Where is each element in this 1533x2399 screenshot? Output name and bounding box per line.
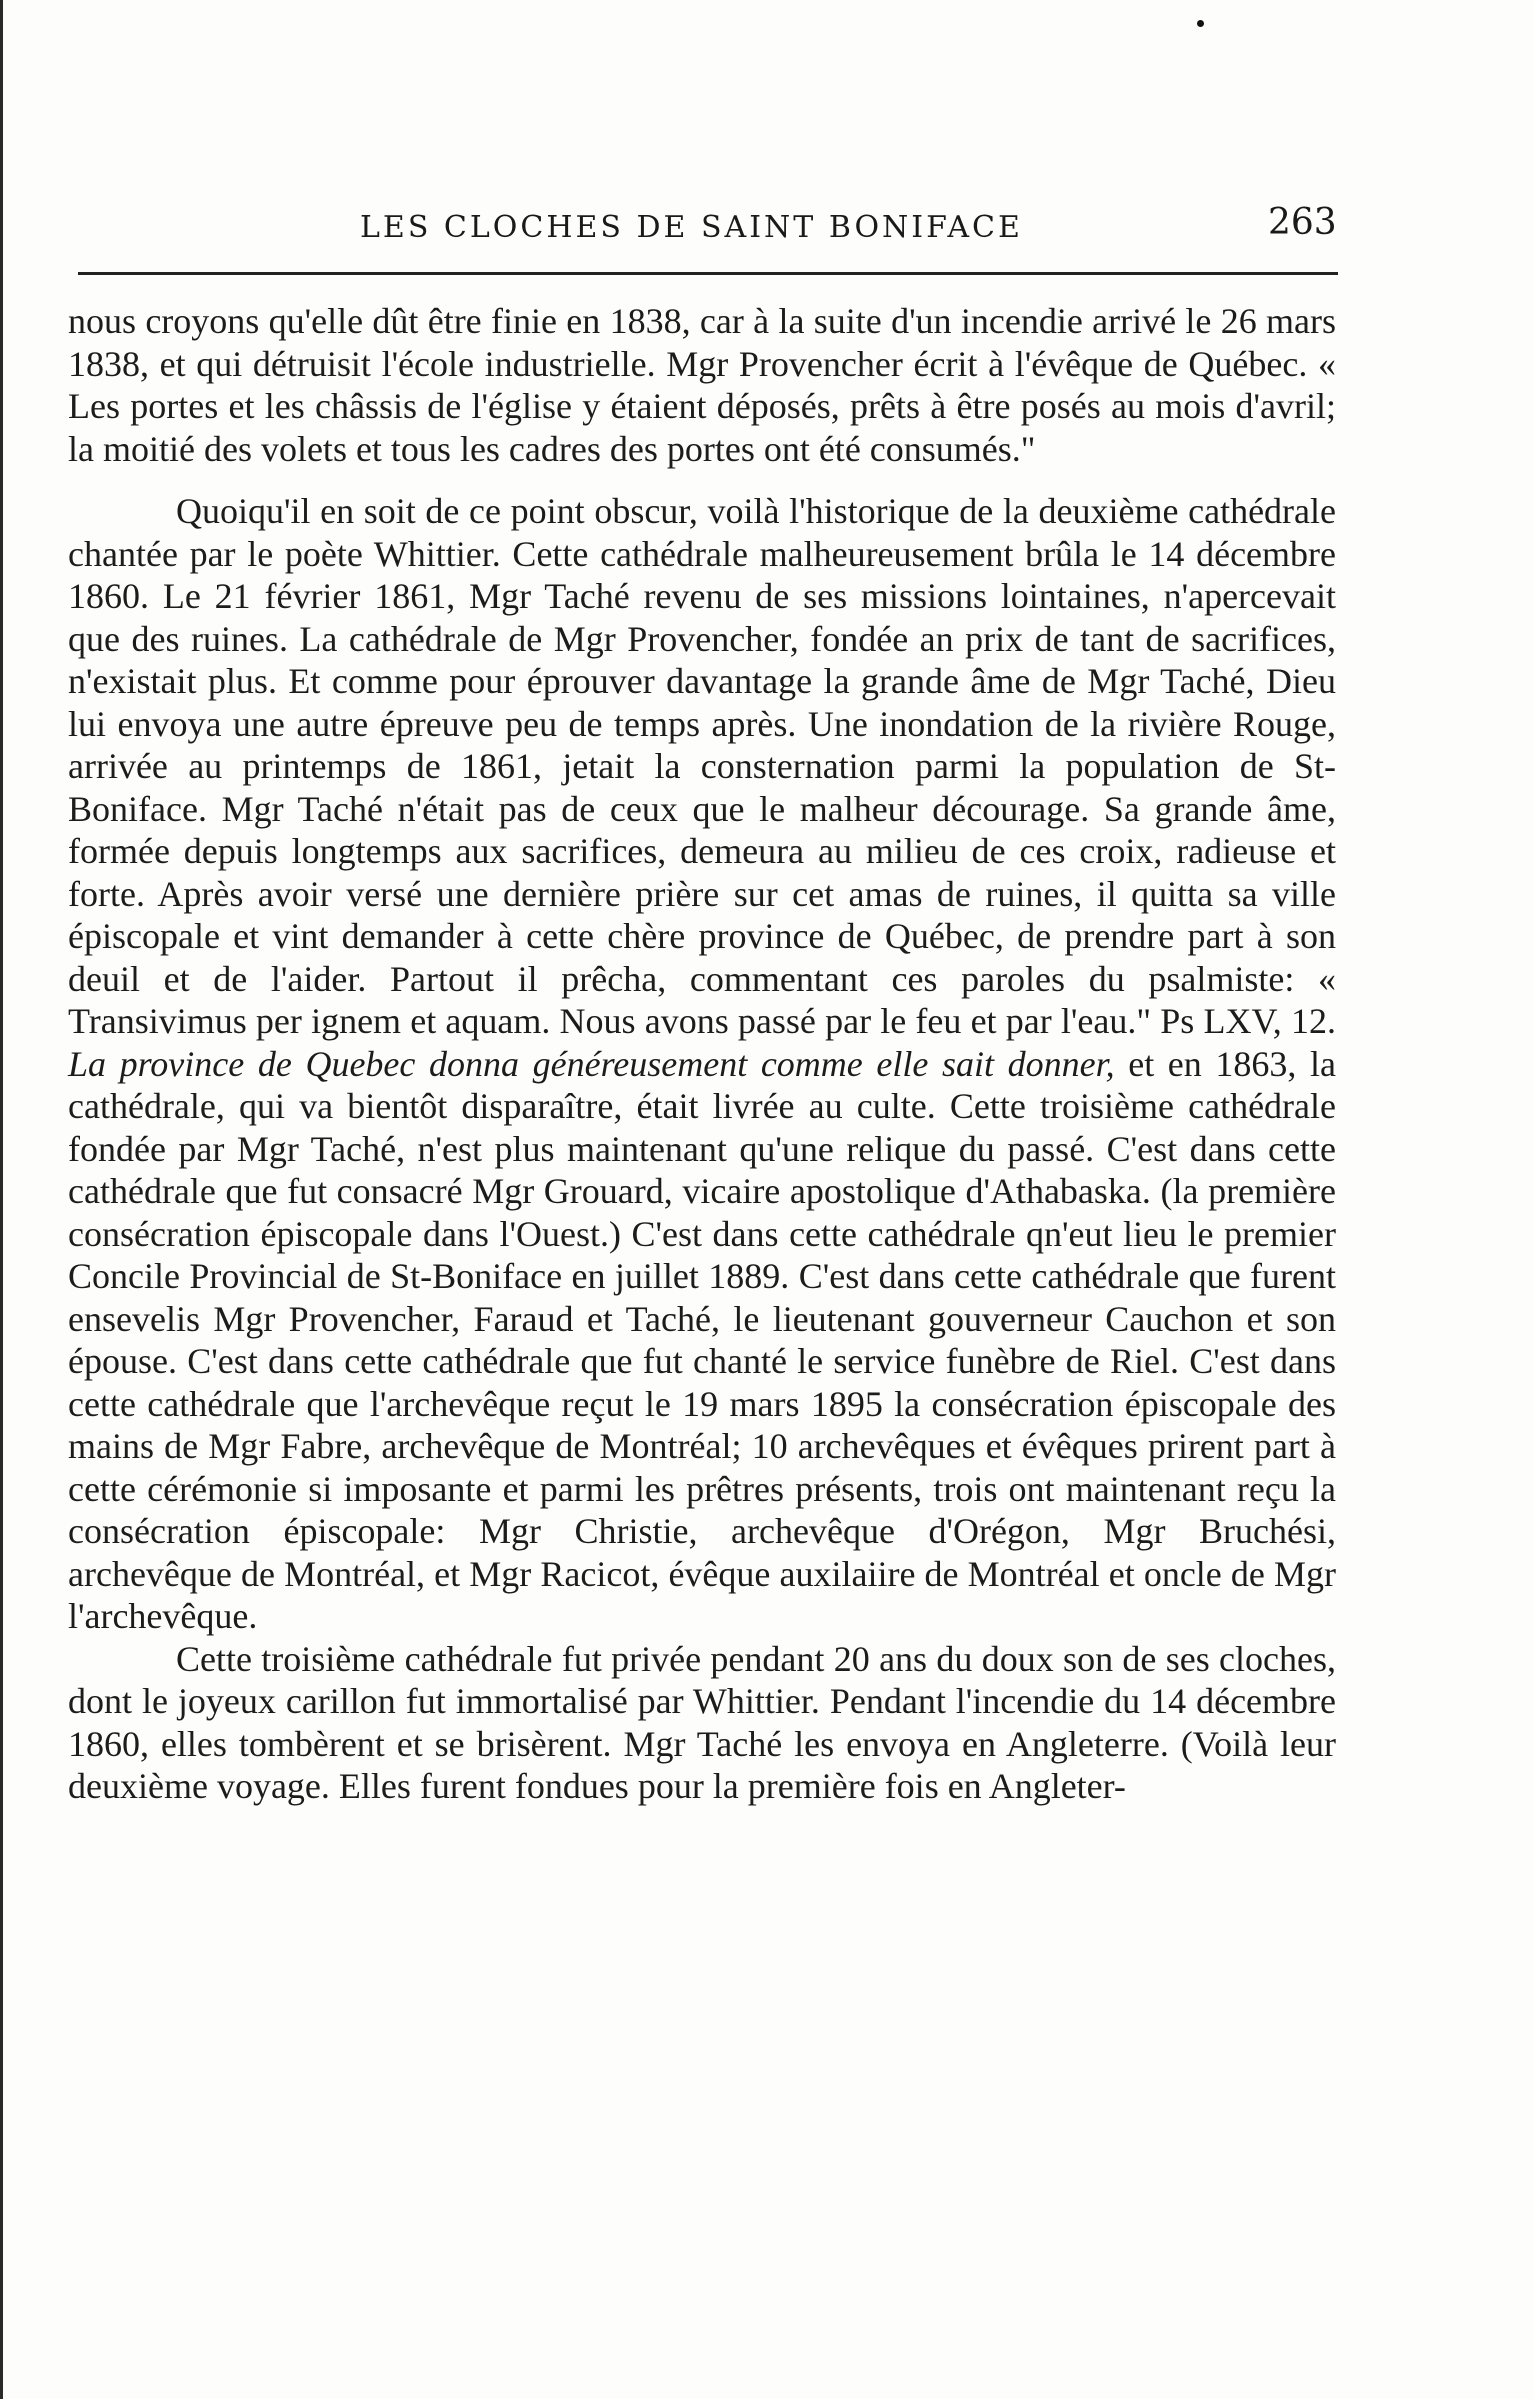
ink-speck (1197, 20, 1204, 27)
paragraph-3: Cette troisième cathédrale fut privée pendant 20 ans du doux son de ses cloches, dont le joyeux carillon fut immortalisé par Whittier. Pendant l'incendie du 14 décembre 1860, elles tombèrent et se brisèrent. Mgr Taché les envoya en Angleterre. (Voilà leur deuxième voyage. Elles furent fondues pour la première fois en Angleter- (68, 1638, 1336, 1806)
paragraph-2 (68, 490, 1336, 1638)
page-number: 263 (1268, 202, 1337, 243)
paragraph-2-part-1: Quoiqu'il en soit de ce point obscur, voilà l'historique de la deuxième cathédrale chantée par le poète Whittier. Cette cathédrale malheureusement brûla le 14 décembre 1860. Le 21 février 1861, Mgr Taché revenu de ses missions lointaines, n'apercevait que des ruines. La cathédrale de Mgr Provencher, fondée an prix de tant de sacrifices, n'existait plus. Et comme pour éprouver davantage la grande âme de Mgr Taché, Dieu lui envoya une autre épreuve peu de temps après. Une inondation de la rivière Rouge, arrivée au printemps de 1861, jetait la consternation parmi la population de St-Boniface. Mgr Taché n'était pas de ceux que le malheur décourage. Sa grande âme, formée depuis longtemps aux sacrifices, demeura au milieu de ces croix, radieuse et forte. Après avoir versé une dernière prière sur cet amas de ruines, il quitta sa ville épiscopale et vint demander à cette chère province de Québec, de prendre part à son deuil et de l'aider. Partout il prêcha, commentant ces paroles du psalmiste: « Transivimus per ignem et aquam. Nous avons passé par le feu et par l'eau." Ps LXV, 12. (68, 491, 1336, 1041)
paragraph-2-italic: La province de Quebec donna généreusement comme elle sait donner, (68, 1043, 1115, 1084)
paragraph-2-part-2: et en 1863, la cathédrale, qui va bientôt disparaître, était livrée au culte. Cette troisième cathédrale fondée par Mgr Taché, n'est plus maintenant qu'une relique du passé. C'est dans cette cathédrale que fut consacré Mgr Grouard, vicaire apostolique d'Athabaska. (la première consécration épiscopale dans l'Ouest.) C'est dans cette cathédrale qn'eut lieu le premier Concile Provincial de St-Boniface en juillet 1889. C'est dans cette cathédrale que furent ensevelis Mgr Provencher, Faraud et Taché, le lieutenant gouverneur Cauchon et son épouse. C'est dans cette cathédrale que fut chanté le service funèbre de Riel. C'est dans cette cathédrale que l'archevêque reçut le 19 mars 1895 la consécration épiscopale des mains de Mgr Fabre, archevêque de Montréal; 10 archevêques et évêques prirent part à cette cérémonie si imposante et parmi les prêtres présents, trois ont maintenant reçu la consécration épiscopale: Mgr Christie, archevêque d'Orégon, Mgr Bruchési, archevêque de Montréal, et Mgr Racicot, évêque auxilaiire de Montréal et oncle de Mgr l'archevêque. (68, 1043, 1336, 1636)
body-text (68, 300, 1336, 1808)
running-title: LES CLOCHES DE SAINT BONIFACE (360, 210, 1023, 245)
page-edge (0, 0, 3, 2399)
header-rule (78, 272, 1338, 275)
paragraph-1: nous croyons qu'elle dût être finie en 1838, car à la suite d'un incendie arrivé le 26 mars 1838, et qui détruisit l'école industrielle. Mgr Provencher écrit à l'évêque de Québec. « Les portes et les châssis de l'église y étaient déposés, prêts à être posés au mois d'avril; la moitié des volets et tous les cadres des portes ont été consumés." (68, 301, 1336, 469)
